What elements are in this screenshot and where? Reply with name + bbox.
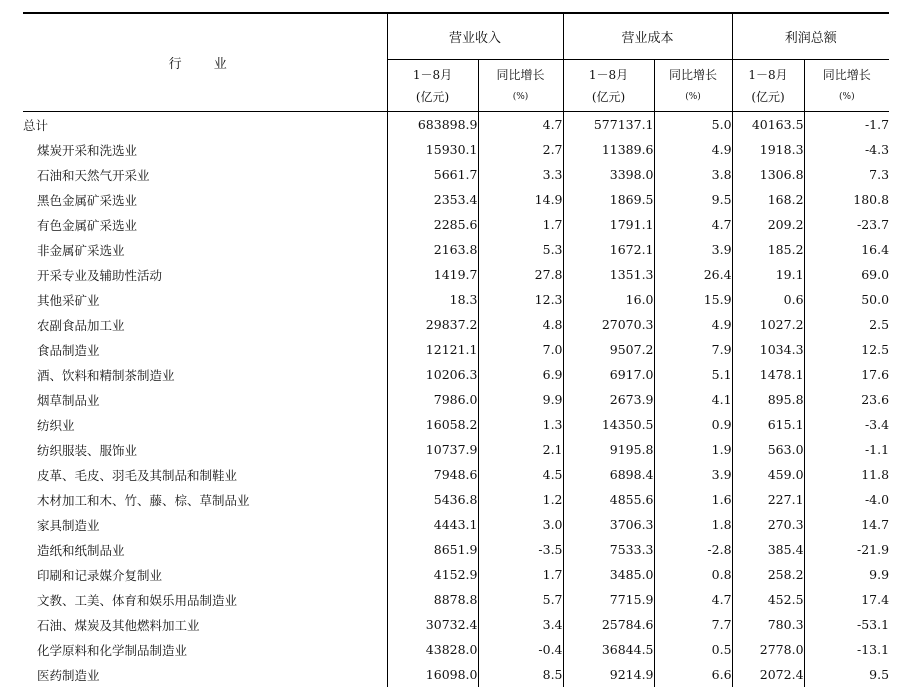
profit-growth: -13.1 [804, 637, 889, 662]
profit-growth: 12.5 [804, 337, 889, 362]
table-row [23, 587, 889, 612]
industry-name: 医药制造业 [23, 662, 387, 687]
cost-growth: 5.1 [654, 362, 732, 387]
revenue-growth: -0.4 [478, 637, 563, 662]
profit-value: 19.1 [732, 262, 804, 287]
cost-value: 14350.5 [563, 412, 654, 437]
cost-growth: 3.9 [654, 237, 732, 262]
revenue-value: 8878.8 [387, 587, 478, 612]
profit-value: 780.3 [732, 612, 804, 637]
revenue-value: 8651.9 [387, 537, 478, 562]
revenue-growth: 12.3 [478, 287, 563, 312]
profit-value: 168.2 [732, 187, 804, 212]
revenue-value: 16058.2 [387, 412, 478, 437]
revenue-value: 12121.1 [387, 337, 478, 362]
industry-name: 其他采矿业 [23, 287, 387, 312]
profit-growth: 180.8 [804, 187, 889, 212]
header-profit: 利润总额 [732, 13, 889, 60]
industry-name: 印刷和记录媒介复制业 [23, 562, 387, 587]
industry-name: 家具制造业 [23, 512, 387, 537]
table-row [23, 212, 889, 237]
industry-name: 农副食品加工业 [23, 312, 387, 337]
cost-growth: 9.5 [654, 187, 732, 212]
profit-growth: -4.0 [804, 487, 889, 512]
cost-value: 3398.0 [563, 162, 654, 187]
profit-value: 2778.0 [732, 637, 804, 662]
revenue-growth: 1.3 [478, 412, 563, 437]
revenue-growth: 6.9 [478, 362, 563, 387]
profit-growth: -1.7 [804, 112, 889, 138]
profit-value: 563.0 [732, 437, 804, 462]
cost-growth: 1.8 [654, 512, 732, 537]
industry-stats-table [23, 12, 889, 687]
revenue-growth: 1.7 [478, 562, 563, 587]
cost-value: 3485.0 [563, 562, 654, 587]
cost-value: 7715.9 [563, 587, 654, 612]
profit-value: 227.1 [732, 487, 804, 512]
cost-growth: 26.4 [654, 262, 732, 287]
profit-growth: -4.3 [804, 137, 889, 162]
revenue-value: 5661.7 [387, 162, 478, 187]
revenue-value: 2163.8 [387, 237, 478, 262]
revenue-growth: 5.3 [478, 237, 563, 262]
header-revenue-period: 1－8月 (亿元) [387, 60, 478, 112]
profit-value: 209.2 [732, 212, 804, 237]
profit-value: 185.2 [732, 237, 804, 262]
industry-name: 造纸和纸制品业 [23, 537, 387, 562]
cost-value: 1869.5 [563, 187, 654, 212]
header-industry: 行 业 [23, 13, 387, 112]
header-cost: 营业成本 [563, 13, 732, 60]
cost-growth: 7.7 [654, 612, 732, 637]
industry-name: 酒、饮料和精制茶制造业 [23, 362, 387, 387]
cost-value: 7533.3 [563, 537, 654, 562]
revenue-growth: 3.0 [478, 512, 563, 537]
industry-name: 开采专业及辅助性活动 [23, 262, 387, 287]
revenue-growth: 2.7 [478, 137, 563, 162]
profit-growth: 16.4 [804, 237, 889, 262]
cost-value: 9195.8 [563, 437, 654, 462]
profit-value: 459.0 [732, 462, 804, 487]
industry-name: 食品制造业 [23, 337, 387, 362]
cost-value: 2673.9 [563, 387, 654, 412]
table-row [23, 187, 889, 212]
revenue-value: 10206.3 [387, 362, 478, 387]
cost-value: 36844.5 [563, 637, 654, 662]
table-row [23, 112, 889, 138]
industry-name: 黑色金属矿采选业 [23, 187, 387, 212]
revenue-growth: 1.2 [478, 487, 563, 512]
industry-name: 纺织服装、服饰业 [23, 437, 387, 462]
table-row [23, 537, 889, 562]
revenue-growth: 14.9 [478, 187, 563, 212]
cost-value: 1351.3 [563, 262, 654, 287]
industry-name: 木材加工和木、竹、藤、棕、草制品业 [23, 487, 387, 512]
cost-value: 25784.6 [563, 612, 654, 637]
header-profit-growth: 同比增长 (%) [804, 60, 889, 112]
cost-value: 6898.4 [563, 462, 654, 487]
revenue-value: 5436.8 [387, 487, 478, 512]
table-row [23, 662, 889, 687]
cost-growth: 15.9 [654, 287, 732, 312]
profit-growth: 50.0 [804, 287, 889, 312]
table-row [23, 237, 889, 262]
profit-growth: -21.9 [804, 537, 889, 562]
revenue-value: 2353.4 [387, 187, 478, 212]
cost-growth: 3.9 [654, 462, 732, 487]
profit-value: 1478.1 [732, 362, 804, 387]
profit-growth: 9.9 [804, 562, 889, 587]
industry-name: 非金属矿采选业 [23, 237, 387, 262]
profit-growth: 17.4 [804, 587, 889, 612]
cost-value: 577137.1 [563, 112, 654, 138]
industry-name: 纺织业 [23, 412, 387, 437]
cost-value: 6917.0 [563, 362, 654, 387]
header-revenue: 营业收入 [387, 13, 563, 60]
revenue-growth: -3.5 [478, 537, 563, 562]
table-row [23, 487, 889, 512]
profit-growth: -1.1 [804, 437, 889, 462]
industry-name: 石油、煤炭及其他燃料加工业 [23, 612, 387, 637]
revenue-value: 7986.0 [387, 387, 478, 412]
revenue-growth: 4.8 [478, 312, 563, 337]
revenue-value: 7948.6 [387, 462, 478, 487]
revenue-growth: 8.5 [478, 662, 563, 687]
cost-growth: 1.9 [654, 437, 732, 462]
table-row [23, 312, 889, 337]
revenue-growth: 27.8 [478, 262, 563, 287]
header-revenue-growth: 同比增长 (%) [478, 60, 563, 112]
cost-growth: 1.6 [654, 487, 732, 512]
table-row [23, 637, 889, 662]
cost-value: 4855.6 [563, 487, 654, 512]
cost-growth: 4.9 [654, 312, 732, 337]
cost-value: 9214.9 [563, 662, 654, 687]
table-row [23, 287, 889, 312]
table-body [23, 112, 889, 687]
profit-growth: 2.5 [804, 312, 889, 337]
cost-value: 9507.2 [563, 337, 654, 362]
profit-value: 258.2 [732, 562, 804, 587]
cost-value: 1672.1 [563, 237, 654, 262]
table-row [23, 362, 889, 387]
profit-growth: 69.0 [804, 262, 889, 287]
revenue-growth: 9.9 [478, 387, 563, 412]
profit-growth: -23.7 [804, 212, 889, 237]
profit-value: 40163.5 [732, 112, 804, 138]
revenue-value: 43828.0 [387, 637, 478, 662]
profit-growth: 23.6 [804, 387, 889, 412]
profit-value: 1918.3 [732, 137, 804, 162]
cost-growth: 6.6 [654, 662, 732, 687]
revenue-growth: 3.3 [478, 162, 563, 187]
profit-value: 385.4 [732, 537, 804, 562]
profit-growth: 9.5 [804, 662, 889, 687]
profit-value: 1306.8 [732, 162, 804, 187]
industry-name: 皮革、毛皮、羽毛及其制品和制鞋业 [23, 462, 387, 487]
cost-growth: 0.8 [654, 562, 732, 587]
table-row [23, 412, 889, 437]
cost-growth: 4.1 [654, 387, 732, 412]
revenue-value: 10737.9 [387, 437, 478, 462]
cost-growth: 4.9 [654, 137, 732, 162]
cost-growth: 4.7 [654, 212, 732, 237]
cost-growth: 4.7 [654, 587, 732, 612]
revenue-value: 1419.7 [387, 262, 478, 287]
profit-growth: 7.3 [804, 162, 889, 187]
profit-value: 615.1 [732, 412, 804, 437]
revenue-growth: 3.4 [478, 612, 563, 637]
cost-value: 3706.3 [563, 512, 654, 537]
cost-growth: -2.8 [654, 537, 732, 562]
cost-growth: 0.9 [654, 412, 732, 437]
cost-value: 11389.6 [563, 137, 654, 162]
profit-value: 0.6 [732, 287, 804, 312]
industry-name: 有色金属矿采选业 [23, 212, 387, 237]
revenue-value: 16098.0 [387, 662, 478, 687]
table-row [23, 162, 889, 187]
profit-value: 2072.4 [732, 662, 804, 687]
header-cost-period: 1－8月 (亿元) [563, 60, 654, 112]
table-row [23, 512, 889, 537]
profit-growth: 17.6 [804, 362, 889, 387]
profit-growth: -3.4 [804, 412, 889, 437]
cost-value: 27070.3 [563, 312, 654, 337]
revenue-growth: 4.5 [478, 462, 563, 487]
industry-name: 总计 [23, 112, 387, 138]
industry-name: 烟草制品业 [23, 387, 387, 412]
revenue-growth: 7.0 [478, 337, 563, 362]
profit-value: 452.5 [732, 587, 804, 612]
revenue-value: 683898.9 [387, 112, 478, 138]
table-row [23, 612, 889, 637]
profit-value: 895.8 [732, 387, 804, 412]
profit-value: 1027.2 [732, 312, 804, 337]
profit-value: 270.3 [732, 512, 804, 537]
profit-growth: 11.8 [804, 462, 889, 487]
revenue-value: 4152.9 [387, 562, 478, 587]
profit-growth: 14.7 [804, 512, 889, 537]
table-row [23, 337, 889, 362]
revenue-growth: 4.7 [478, 112, 563, 138]
revenue-value: 15930.1 [387, 137, 478, 162]
cost-value: 16.0 [563, 287, 654, 312]
revenue-growth: 5.7 [478, 587, 563, 612]
industry-name: 文教、工美、体育和娱乐用品制造业 [23, 587, 387, 612]
table-row [23, 137, 889, 162]
profit-value: 1034.3 [732, 337, 804, 362]
profit-growth: -53.1 [804, 612, 889, 637]
table-row [23, 437, 889, 462]
revenue-value: 29837.2 [387, 312, 478, 337]
cost-value: 1791.1 [563, 212, 654, 237]
industry-name: 煤炭开采和洗选业 [23, 137, 387, 162]
revenue-value: 2285.6 [387, 212, 478, 237]
header-cost-growth: 同比增长 (%) [654, 60, 732, 112]
cost-growth: 5.0 [654, 112, 732, 138]
revenue-growth: 1.7 [478, 212, 563, 237]
revenue-value: 30732.4 [387, 612, 478, 637]
table-row [23, 462, 889, 487]
revenue-growth: 2.1 [478, 437, 563, 462]
revenue-value: 4443.1 [387, 512, 478, 537]
industry-name: 化学原料和化学制品制造业 [23, 637, 387, 662]
table-row [23, 262, 889, 287]
cost-growth: 7.9 [654, 337, 732, 362]
revenue-value: 18.3 [387, 287, 478, 312]
industry-name: 石油和天然气开采业 [23, 162, 387, 187]
header-profit-period: 1－8月 (亿元) [732, 60, 804, 112]
cost-growth: 3.8 [654, 162, 732, 187]
cost-growth: 0.5 [654, 637, 732, 662]
table-row [23, 387, 889, 412]
table-row [23, 562, 889, 587]
